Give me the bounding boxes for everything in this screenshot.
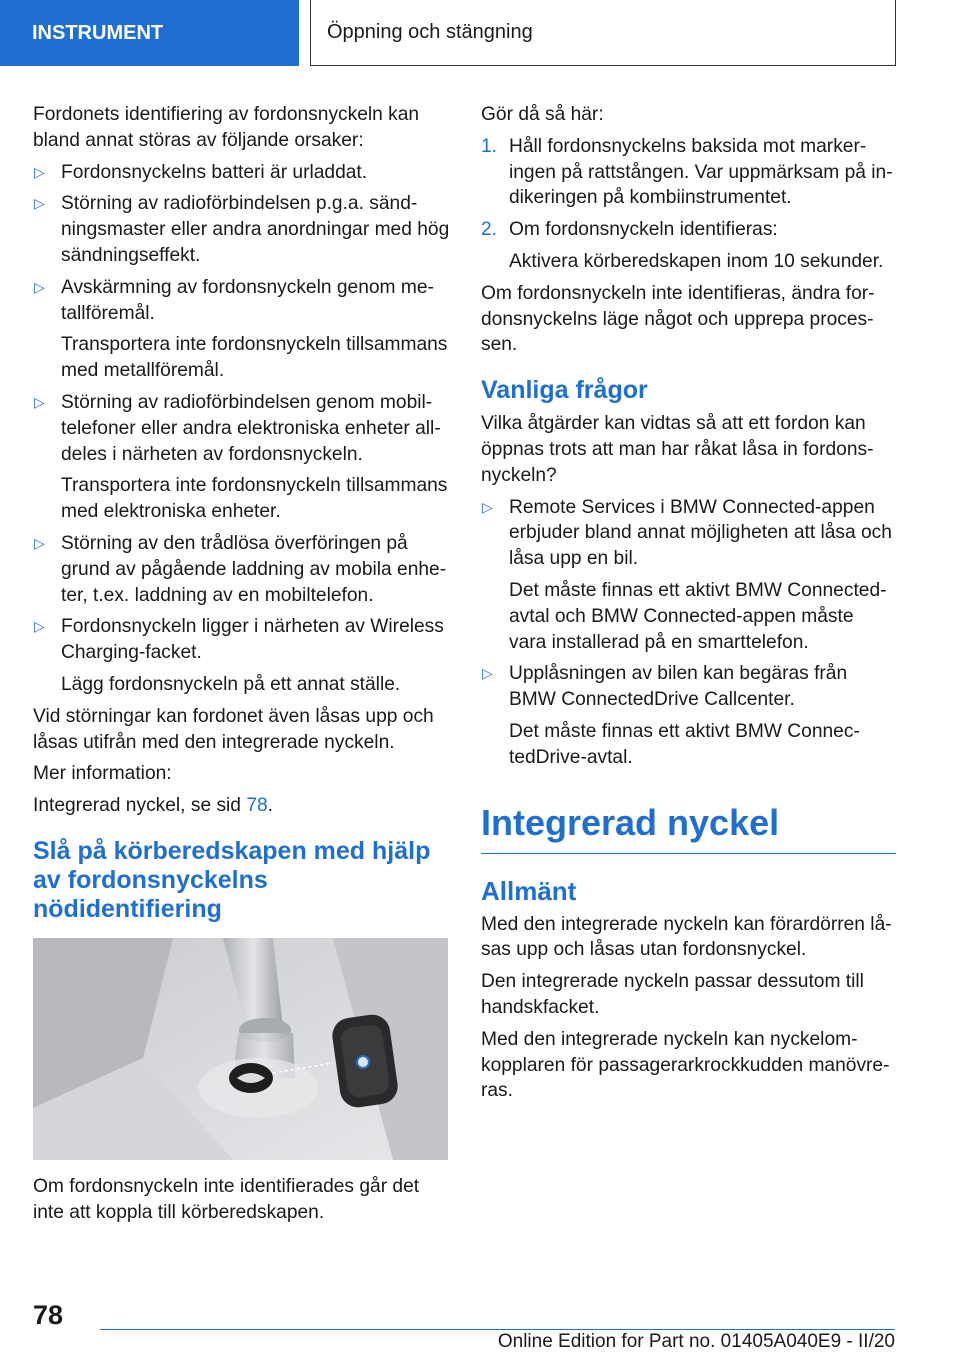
causes-list: [33, 160, 451, 698]
chapter-title: Öppning och stängning: [327, 21, 533, 43]
step-note: Aktivera körberedskapen inom 10 sekunder.: [509, 250, 884, 272]
more-info-label: Mer information:: [33, 763, 172, 785]
not-identified-paragraph: Om fordonsnyckeln inte identifieras, ändra fordonsnyckelns läge något och upprepa processen.: [481, 282, 875, 356]
step-item: [481, 134, 896, 211]
list-item: [33, 531, 451, 608]
list-item-note: Det måste finnas ett aktivt BMW Connected-avtal och BMW Connected-appen måste vara installerad på en smarttelefon.: [509, 579, 887, 653]
chapter-header: [310, 0, 896, 66]
steering-column-figure: [33, 938, 448, 1160]
list-item-text: Störning av radioförbindelsen genom mobiltelefoner eller andra elektroniska enheter alldeles i närheten av fordonsnyckeln.: [61, 391, 441, 465]
intro-paragraph: Fordonets identifiering av fordonsnyckeln kan bland annat störas av följande orsaker:: [33, 104, 420, 151]
triangle-right-icon: ▷: [34, 393, 45, 410]
list-item-text: Remote Services i BMW Connected-appen erbjuder bland annat möjligheten att låsa och låsa upp en bil.: [509, 496, 892, 570]
general-paragraph: Den integrerade nyckeln passar dessutom till handskfacket.: [481, 971, 864, 1018]
list-item-text: Störning av den trådlösa överföringen på grund av pågående laddning av mobila enheter, t.ex. laddning av en mobiltelefon.: [61, 532, 447, 606]
list-item: [33, 160, 451, 186]
list-item: [33, 191, 451, 268]
step-number: 1.: [481, 135, 498, 157]
triangle-right-icon: ▷: [34, 163, 45, 180]
triangle-right-icon: ▷: [34, 534, 45, 551]
step-text: Om fordonsnyckeln identifieras:: [509, 219, 778, 241]
triangle-right-icon: ▷: [34, 618, 45, 635]
section-tab: [0, 0, 299, 66]
step-number: 2.: [481, 219, 498, 241]
left-column: [33, 102, 451, 1232]
faq-list: [481, 495, 896, 771]
list-item: [33, 614, 451, 697]
list-item: [481, 661, 896, 770]
cross-reference-text: Integrerad nyckel, se sid: [33, 795, 247, 817]
list-item-note: Transportera inte fordonsnyckeln tillsammans med metallföremål.: [61, 334, 448, 382]
figure-caption: Om fordonsnyckeln inte identifierades går det inte att koppla till körberedskapen.: [33, 1175, 420, 1223]
list-item-note: Transportera inte fordonsnyckeln tillsammans med elektroniska enheter.: [61, 475, 448, 523]
after-paragraph: Vid störningar kan fordonet även låsas upp och låsas utifrån med den integrerade nyckeln.: [33, 705, 434, 753]
chapter-heading: Integrerad nyckel: [481, 801, 896, 854]
list-item-text: Upplåsningen av bilen kan begäras från BMW ConnectedDrive Callcenter.: [509, 663, 848, 711]
cross-reference-end: .: [267, 795, 273, 817]
section-title: INSTRUMENT: [32, 21, 164, 44]
list-item-note: Det måste finnas ett aktivt BMW ConnectedDrive-avtal.: [509, 720, 860, 768]
list-item-text: Avskärmning av fordonsnyckeln genom metallföremål.: [61, 276, 434, 324]
right-column: [481, 102, 896, 1110]
list-item: [33, 390, 451, 525]
list-item: [33, 275, 451, 384]
section-heading: Slå på körberedskapen med hjälp av fordonsnyckelns nödidentifiering: [33, 836, 431, 923]
steps-list: [481, 134, 896, 275]
list-item-note: Lägg fordonsnyckeln på ett annat ställe.: [61, 673, 401, 695]
footer-divider: [100, 1329, 895, 1330]
step-item: [481, 217, 896, 275]
general-paragraph: Med den integrerade nyckeln kan nyckelomkopplaren för passagerarkrockkudden manövreras.: [481, 1028, 890, 1102]
subsection-heading: Allmänt: [481, 875, 577, 906]
faq-heading: Vanliga frågor: [481, 376, 648, 405]
general-paragraph: Med den integrerade nyckeln kan förardörren låsas upp och låsas utan fordonsnyckel.: [481, 913, 892, 961]
list-item-text: Fordonsnyckelns batteri är urladdat.: [61, 161, 368, 183]
triangle-right-icon: ▷: [34, 195, 45, 212]
list-item-text: Störning av radioförbindelsen p.g.a. sändningsmaster eller andra anordningar med hög sändningseffekt.: [61, 193, 450, 266]
triangle-right-icon: ▷: [34, 278, 45, 295]
bmw-logo-icon: [357, 1056, 369, 1068]
edition-footer: Online Edition for Part no. 01405A040E9 - II/20: [497, 1331, 895, 1352]
page-link[interactable]: 78: [246, 795, 268, 817]
steering-column-illustration: [33, 938, 448, 1160]
list-item: [481, 495, 896, 656]
triangle-right-icon: ▷: [482, 665, 493, 682]
cross-reference: [33, 793, 451, 819]
instruction-intro: Gör då så här:: [481, 104, 604, 125]
list-item-text: Fordonsnyckeln ligger i närheten av Wireless Charging-facket.: [61, 616, 444, 664]
page-number: 78: [33, 1300, 64, 1330]
triangle-right-icon: ▷: [482, 498, 493, 515]
step-text: Håll fordonsnyckelns baksida mot markeringen på rattstången. Var uppmärksam på indikeringen på kombiinstrumentet.: [509, 135, 893, 209]
faq-question: Vilka åtgärder kan vidtas så att ett fordon kan öppnas trots att man har råkat låsa in fordonsnyckeln?: [481, 413, 874, 486]
